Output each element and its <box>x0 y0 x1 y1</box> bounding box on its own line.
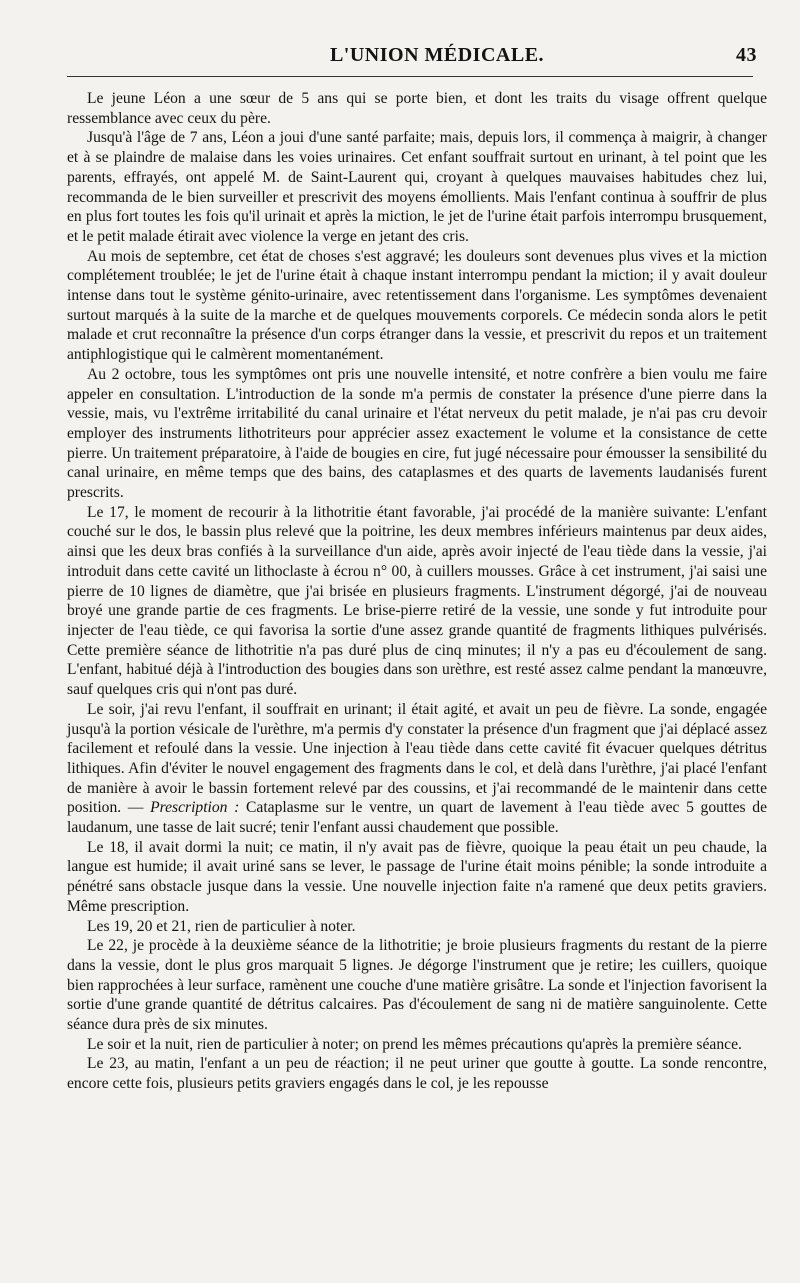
journal-title: L'UNION MÉDICALE. <box>329 44 545 66</box>
paragraph: Au 2 octobre, tous les symptômes ont pris une nouvelle intensité, et notre confrère a bien voulu me faire appeler en consultation. L'introduction de la sonde m'a permis de constater la présence d'une pierre dans la vessie, mais, vu l'extrême irritabilité du canal urinaire et l'état nerveux du petit malade, je n'ai pas cru devoir employer des instruments lithotriteurs pour apprécier assez exactement le volume et la consistance de cette pierre. Un traitement préparatoire, à l'aide de bougies en cire, fut jugé nécessaire pour émousser la sensibilité du canal urinaire, en même temps que des bains, des cataplasmes et des quarts de lavements laudanisés furent prescrits. <box>67 365 767 502</box>
prescription-label: Prescription : <box>150 799 240 817</box>
prescription-text: Cataplasme sur le ventre, un quart de lavement à l'eau tiède avec 5 gouttes de laudanum, une tasse de lait sucré; tenir l'enfant aussi chaudement que possible. <box>67 799 767 837</box>
page-number: 43 <box>736 44 757 66</box>
paragraph: Le jeune Léon a une sœur de 5 ans qui se porte bien, et dont les traits du visage offrent quelque ressemblance avec ceux du père. <box>67 90 767 127</box>
running-header <box>67 44 767 74</box>
paragraph: Au mois de septembre, cet état de choses s'est aggravé; les douleurs sont devenues plus vives et la miction complétement troublée; le jet de l'urine était à chaque instant interrompu pendant la miction; il y avait douleur intense dans tout le système génito-urinaire, avec retentissement dans l'organisme. Les symptômes devenaient surtout marqués à la suite de la marche et de quelques mouvements corporels. Ce médecin sonda alors le petit malade et crut reconnaître la présence d'un corps étranger dans la vessie, et prescrivit du repos et un traitement antiphlogistique qui le calmèrent momentanément. <box>67 247 767 364</box>
paragraph: Le soir et la nuit, rien de particulier à noter; on prend les mêmes précautions qu'après la première séance. <box>87 1035 742 1053</box>
paragraph: Le 18, il avait dormi la nuit; ce matin, il n'y avait pas de fièvre, quoique la peau était un peu chaude, la langue est humide; il avait uriné sans se lever, le passage de l'urine était moins pénible; la sonde introduite a pénétré sans obstacle jusque dans la vessie. Une nouvelle injection faite n'a ramené que deux petits graviers. Même prescription. <box>67 838 767 915</box>
paragraph: Jusqu'à l'âge de 7 ans, Léon a joui d'une santé parfaite; mais, depuis lors, il commença à maigrir, à changer et à se plaindre de malaise dans les voies urinaires. Cet enfant souffrait surtout en urinant, à tel point que les parents, effrayés, ont appelé M. de Saint-Laurent qui, croyant à quelques mauvaises habitudes chez lui, recommanda de le bien surveiller et prescrivit des moyens émollients. Mais l'enfant continua à souffrir de plus en plus fort toutes les fois qu'il urinait et après la miction, le jet de l'urine était parfois interrompu brusquement, et le petit malade étirait avec violence la verge en jetant des cris. <box>67 129 767 245</box>
paragraph: Le 22, je procède à la deuxième séance de la lithotritie; je broie plusieurs fragments du restant de la pierre dans la vessie, dont le plus gros marquait 5 lignes. Je dégorge l'instrument que je retire; les cuillers, quoique bien rapprochées à leur surface, ramènent une couche d'une matière grisâtre. La sonde et l'injection favorisent la sortie d'une grande quantité de détritus calcaires. Pas d'écoulement de sang ni de matière sanguinolente. Cette séance dura près de six minutes. <box>67 937 767 1034</box>
header-rule <box>67 76 753 77</box>
paragraph <box>67 700 767 838</box>
paragraph: Les 19, 20 et 21, rien de particulier à noter. <box>87 917 356 935</box>
article-body <box>67 89 767 1094</box>
paragraph: Le 17, le moment de recourir à la lithotritie étant favorable, j'ai procédé de la manière suivante: L'enfant couché sur le dos, le bassin plus relevé que la poitrine, les deux membres inférieurs maintenus par deux aides, ainsi que les deux bras confiés à la surveillance d'un aide, après avoir injecté de l'eau tiède dans la vessie, j'ai introduit dans cette cavité un lithoclaste à écrou n° 00, à cuillers mousses. Grâce à cet instrument, j'ai saisi une pierre de 10 lignes de diamètre, que j'ai brisée en plusieurs fragments. L'instrument dégorgé, j'ai de nouveau broyé une grande partie de ces fragments. Le brise-pierre retiré de la vessie, une sonde y fut introduite pour injecter de l'eau tiède, ce qui favorisa la sortie d'une assez grande quantité de fragments lithiques pulvérisés. Cette première séance de lithotritie n'a pas duré plus de cinq minutes; il n'y a pas eu d'écoulement de sang. L'enfant, habitué déjà à l'introduction des bougies dans son urèthre, est resté assez calme pendant la manœuvre, sauf quelques cris qui n'ont pas duré. <box>67 503 767 699</box>
paragraph-text: Le soir, j'ai revu l'enfant, il souffrait en urinant; il était agité, et avait un peu de fièvre. La sonde, engagée jusqu'à la portion vésicale de l'urèthre, m'a permis d'y constater la présence d'un fragment que j'ai déplacé assez facilement et refoulé dans la vessie. Une injection à l'eau tiède dans cette cavité fit évacuer quelques détritus lithiques. Afin d'éviter le nouvel engagement des fragments dans le col, et delà dans l'urèthre, j'ai placé l'enfant de manière à avoir le bassin fortement relevé par des coussins, et j'ai recommandé de le maintenir dans cette position. — <box>67 700 767 817</box>
paragraph: Le 23, au matin, l'enfant a un peu de réaction; il ne peut uriner que goutte à goutte. La sonde rencontre, encore cette fois, plusieurs petits graviers engagés dans le col, je les repousse <box>67 1055 767 1093</box>
